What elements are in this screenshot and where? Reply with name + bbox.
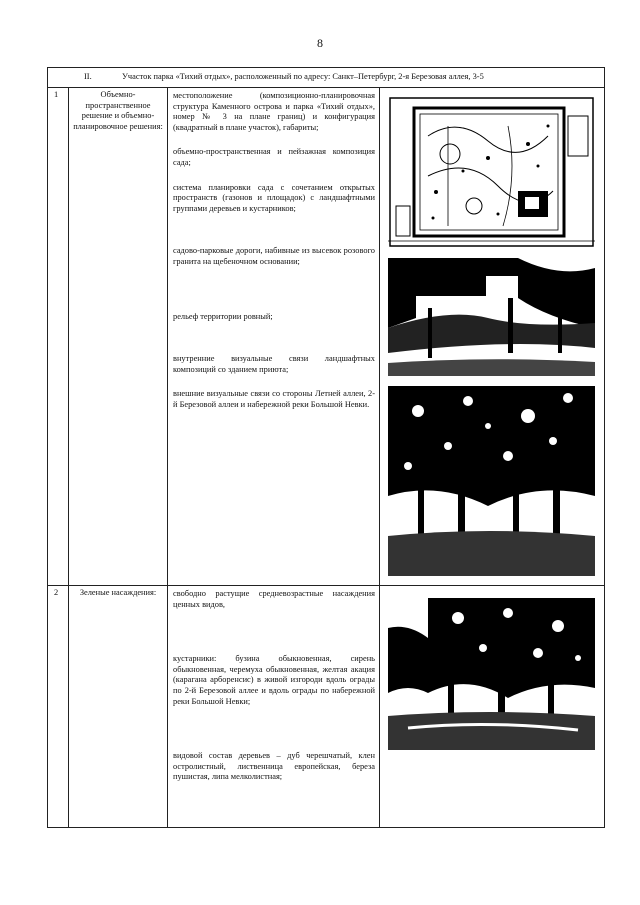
paragraph: внешние визуальные связи со стороны Летней аллеи, 2-й Березовой аллеи и набережной реки Большой Невки. — [173, 389, 375, 409]
paragraph: кустарники: бузина обыкновенная, сирень обыкновенная, черемуха обыкновенная, желтая акация (карагана арборенсис) в живой изгороди вдоль ограды по 2-й Березовой аллее и вдоль ограды по набережной реки Большой Невки; — [173, 654, 375, 706]
park-photo — [388, 258, 595, 376]
paragraph: свободно растущие средневозрастные насаждения ценных видов, — [173, 589, 375, 609]
row-number: 1 — [48, 88, 69, 586]
site-plan-image — [388, 96, 595, 248]
table-row — [48, 88, 605, 586]
paragraph: система планировки сада с сочетанием открытых пространств (газонов и площадок) с ландшафтными группами деревьев и кустарников; — [173, 182, 375, 213]
section-header-row — [48, 68, 605, 88]
paragraph: рельеф территории ровный; — [173, 311, 273, 321]
paragraph: объемно-пространственная и пейзажная композиция сада; — [173, 147, 375, 167]
row-name: Зеленые насаждения: — [69, 586, 168, 828]
park-photo — [388, 386, 595, 576]
images-cell — [380, 586, 605, 828]
paragraph: местоположение (композиционно-планировочная структура Каменного острова и парка «Тихий отдых», номер № 3 на плане границ) и конфигурация (квадратный в плане участок), габариты; — [173, 91, 375, 132]
monument-table — [47, 67, 605, 828]
row-name: Объемно-пространственное решение и объемно-планировочное решения: — [69, 88, 168, 586]
row-number: 2 — [48, 586, 69, 828]
row-description — [168, 586, 380, 828]
paragraph: садово-парковые дороги, набивные из высевок розового гранита на щебеночном основании; — [173, 246, 375, 266]
table-row — [48, 586, 605, 828]
paragraph: внутренние визуальные связи ландшафтных композиций со зданием приюта; — [173, 354, 375, 374]
paragraph: видовой состав деревьев – дуб черешчатый, клен остролистный, лиственница европейская, береза пушистая, липа мелколистная; — [173, 751, 375, 782]
park-photo — [388, 598, 595, 750]
row-description — [168, 88, 380, 586]
images-cell — [380, 88, 605, 586]
section-title: Участок парка «Тихий отдых», расположенный по адресу: Санкт–Петербург, 2-я Березовая аллея, 3-5 — [122, 72, 484, 82]
page-number: 8 — [317, 36, 323, 50]
section-number: II. — [84, 72, 92, 82]
